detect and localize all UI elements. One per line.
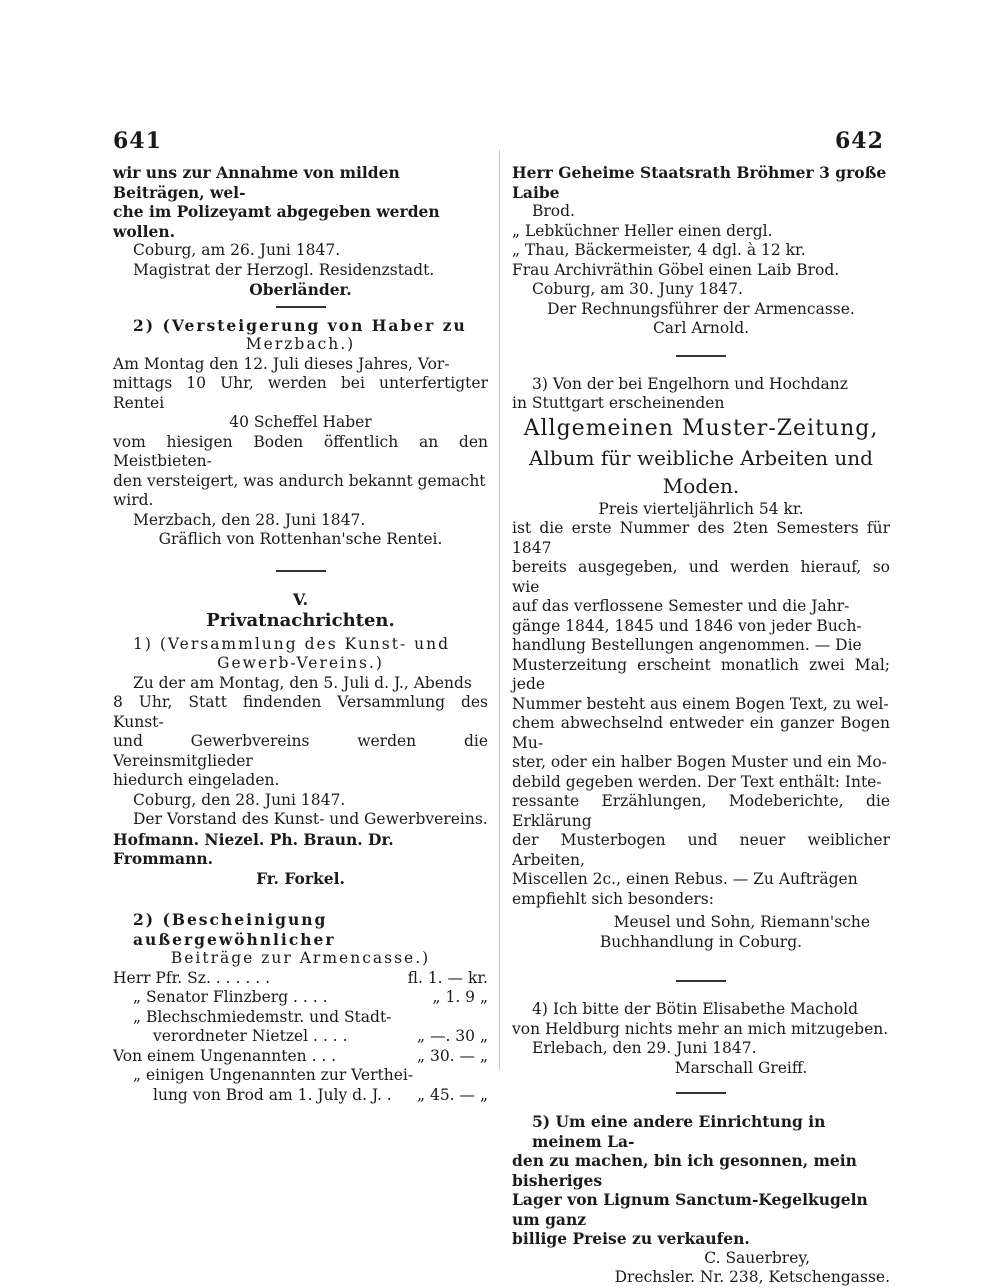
section-mark: V. (292, 589, 309, 609)
separator-rule (676, 355, 726, 357)
notice-body-line: bereits ausgegeben, und werden hierauf, so wie (512, 558, 890, 596)
page-number-left: 641 (113, 128, 162, 154)
dateline: Erlebach, den 29. Juni 1847. (532, 1039, 757, 1057)
dateline: Coburg, am 26. Juni 1847. (133, 241, 341, 259)
notice-body-line: Am Montag den 12. Juli dieses Jahres, Vor- (113, 354, 450, 373)
signature-magistrat: Magistrat der Herzogl. Residenzstadt. (133, 260, 435, 279)
dateline: Coburg, den 28. Juni 1847. (133, 790, 346, 809)
notice-centered-line: 40 Scheffel Haber (229, 413, 372, 431)
separator-rule (676, 1092, 726, 1094)
left-column (113, 163, 488, 1105)
signature-rentei: Gräflich von Rottenhan'sche Rentei. (158, 530, 443, 548)
donation-row: „ Blechschmiedemstr. und Stadt- (133, 1007, 392, 1026)
notice-body-line: empfiehlt sich besonders: (512, 889, 714, 908)
signature-name: Marschall Greiff. (674, 1058, 808, 1077)
notice-body-line: debild gegeben werden. Der Text enthält: Inte- (512, 772, 882, 791)
signature-name: Carl Arnold. (652, 319, 750, 337)
signature-vorstand: Der Vorstand des Kunst- und Gewerbvereins. (133, 810, 488, 828)
intro-line: che im Polizeyamt abgegeben werden wollen. (113, 202, 440, 241)
magazine-price: Preis vierteljährlich 54 kr. (598, 499, 804, 518)
donation-row: verordneter Nietzel . . . . „ —. 30 „ (153, 1027, 488, 1045)
donation-row: Von einem Ungenannten . . . „ 30. — „ (113, 1046, 488, 1065)
notice-body-line: der Musterbogen und neuer weiblicher Arbeiten, (512, 831, 890, 869)
right-column (512, 163, 890, 1288)
notice-body-line: 5) Um eine andere Einrichtung in meinem La- (532, 1112, 826, 1151)
notice-heading: Merzbach.) (245, 335, 356, 353)
notice-body-line: ist die erste Nummer des 2ten Semesters für 1847 (512, 519, 890, 557)
donor-line: Brod. (532, 202, 575, 220)
signature-bookshop: Buchhandlung in Coburg. (599, 932, 803, 951)
signature-bookshop: Meusel und Sohn, Riemann'sche (613, 913, 870, 931)
notice-body-line: wird. (113, 491, 154, 509)
intro-line: wir uns zur Annahme von milden Beiträgen, wel- (113, 163, 400, 202)
notice-body-line: vom hiesigen Boden öffentlich an den Meistbieten- (113, 432, 488, 470)
dateline: Coburg, am 30. Juny 1847. (532, 280, 743, 298)
signature-name: C. Sauerbrey, (704, 1248, 810, 1267)
notice-body-line: den zu machen, bin ich gesonnen, mein bisheriges (512, 1151, 857, 1190)
page-number-right: 642 (835, 128, 884, 154)
notice-heading: 3) Von der bei Engelhorn und Hochdanz (532, 374, 848, 393)
notice-body-line: Miscellen 2c., einen Rebus. — Zu Aufträgen (512, 870, 858, 888)
notice-body-line: mittags 10 Uhr, werden bei unterfertigter Rentei (113, 374, 488, 412)
dateline: Merzbach, den 28. Juni 1847. (133, 510, 366, 529)
separator-rule (676, 980, 726, 982)
separator-rule (276, 306, 326, 308)
notice-body-line: chem abwechselnd entweder ein ganzer Bogen Mu- (512, 714, 890, 752)
donor-line: Frau Archivräthin Göbel einen Laib Brod. (512, 260, 840, 279)
notice-heading: 2) (Versteigerung von Haber zu (133, 315, 467, 335)
section-title: Privatnachrichten. (206, 610, 395, 631)
magazine-subtitle: Album für weibliche Arbeiten und Moden. (529, 445, 873, 498)
notice-body-line: Nummer besteht aus einem Bogen Text, zu wel- (512, 694, 889, 713)
notice-body-line: Musterzeitung erscheint monatlich zwei Mal; jede (512, 655, 890, 693)
donor-line: „ Lebküchner Heller einen dergl. (512, 221, 773, 240)
donation-row: Herr Pfr. Sz. . . . . . . fl. 1. — kr. (113, 968, 488, 987)
donation-row: „ einigen Ungenannten zur Verthei- (133, 1066, 414, 1084)
donor-line: „ Thau, Bäckermeister, 4 dgl. à 12 kr. (512, 241, 806, 259)
notice-body-line: gänge 1844, 1845 und 1846 von jeder Buch- (512, 616, 862, 635)
magazine-title: Allgemeinen Muster-Zeitung, (523, 415, 879, 441)
signature-name: Oberländer. (249, 280, 352, 299)
notice-body-line: Lager von Lignum Sanctum-Kegelkugeln um ganz (512, 1190, 868, 1229)
notice-heading: Beiträge zur Armencasse.) (170, 949, 431, 967)
notice-body-line: auf das verflossene Semester und die Jahr- (512, 597, 850, 615)
notice-body-line: und Gewerbvereins werden die Vereinsmitglieder (113, 732, 488, 770)
notice-heading: 2) (Bescheinigung außergewöhnlicher (133, 910, 336, 949)
notice-body-line: von Heldburg nichts mehr an mich mitzugeben. (512, 1019, 889, 1038)
donation-row: „ Senator Flinzberg . . . . „ 1. 9 „ (133, 988, 488, 1006)
notice-body-line: Zu der am Montag, den 5. Juli d. J., Abends (133, 673, 472, 692)
notice-body-line: handlung Bestellungen angenommen. — Die (512, 636, 862, 654)
notice-body-line: ster, oder ein halber Bogen Muster und ein Mo- (512, 753, 887, 771)
notice-heading: in Stuttgart erscheinenden (512, 394, 725, 412)
notice-body-line: 8 Uhr, Statt findenden Versammlung des Kunst- (113, 693, 488, 731)
signature-rechnung: Der Rechnungsführer der Armencasse. (547, 299, 855, 318)
notice-body-line: 4) Ich bitte der Bötin Elisabethe Machold (532, 1000, 859, 1018)
notice-body-line: hiedurch eingeladen. (113, 771, 280, 789)
notice-body-line: den versteigert, was andurch bekannt gemacht (113, 471, 486, 490)
donation-row: lung von Brod am 1. July d. J. . „ 45. — „ (153, 1085, 488, 1104)
donor-line: Herr Geheime Staatsrath Bröhmer 3 große Laibe (512, 163, 887, 202)
signature-name: Fr. Forkel. (256, 868, 345, 888)
signature-names: Hofmann. Niezel. Ph. Braun. Dr. Frommann. (113, 829, 394, 868)
notice-heading: 1) (Versammlung des Kunst- und (133, 634, 451, 653)
signature-address: Drechsler. Nr. 238, Ketschengasse. (614, 1268, 890, 1286)
column-divider (499, 150, 500, 1070)
notice-body-line: billige Preise zu verkaufen. (512, 1229, 750, 1248)
notice-heading: Gewerb-Vereins.) (217, 654, 384, 672)
notice-body-line: ressante Erzählungen, Modeberichte, die Erklärung (512, 792, 890, 830)
separator-rule (276, 570, 326, 572)
